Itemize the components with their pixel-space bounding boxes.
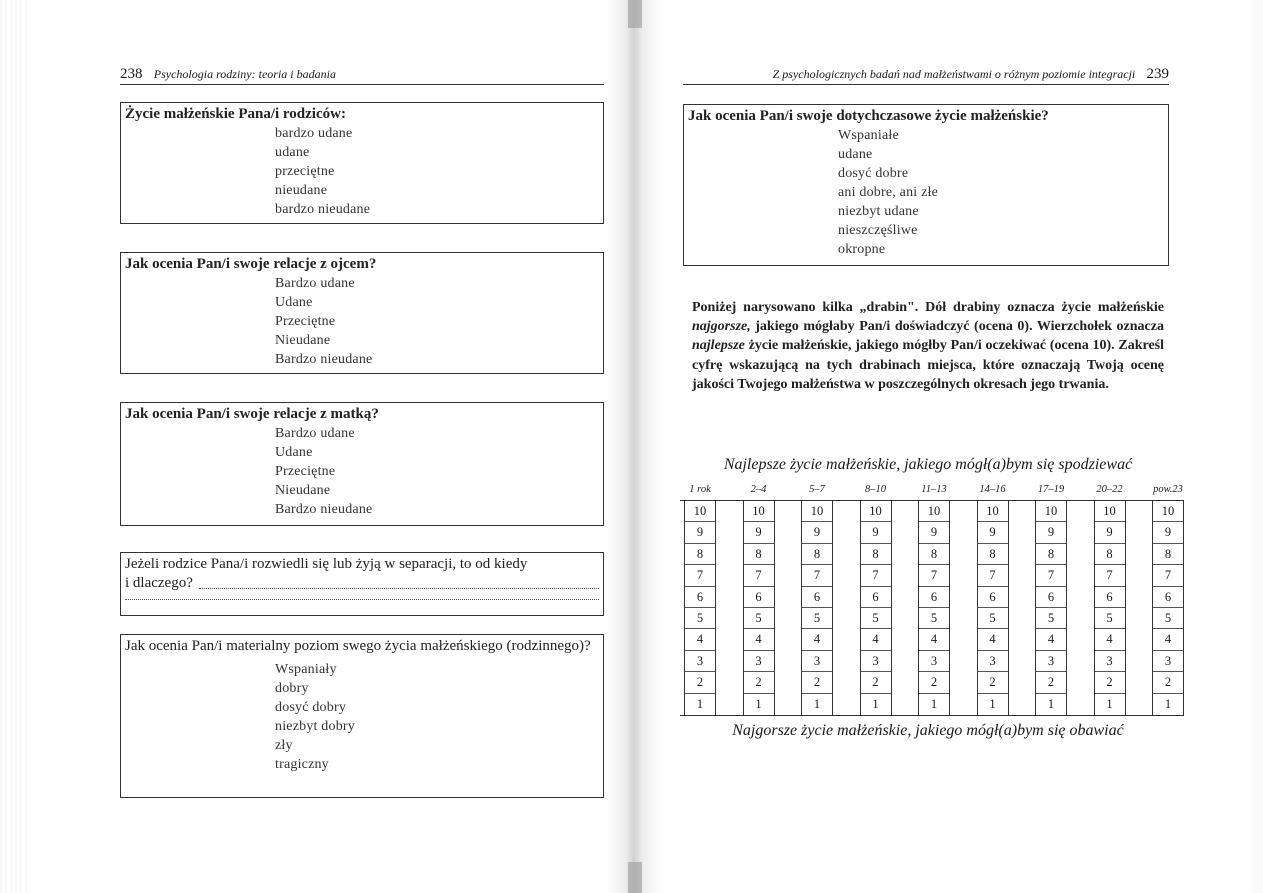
ladder-rung[interactable]: 9 bbox=[978, 522, 1008, 543]
ladder-rung[interactable]: 5 bbox=[1036, 608, 1066, 629]
ladder-rung[interactable]: 3 bbox=[861, 651, 891, 672]
ladder-rung[interactable]: 4 bbox=[744, 629, 774, 650]
answer-option: dosyć dobry bbox=[275, 700, 347, 715]
ladder-rung[interactable]: 9 bbox=[685, 522, 715, 543]
page-edge-right bbox=[1252, 0, 1263, 893]
ladder-period-label: 8–10 bbox=[865, 484, 886, 495]
ladder-rung[interactable]: 7 bbox=[861, 565, 891, 586]
ladder-rung[interactable]: 10 bbox=[802, 501, 832, 522]
answer-option: udane bbox=[275, 145, 310, 160]
ladder-scale bbox=[1035, 500, 1067, 716]
ladder-rung[interactable]: 8 bbox=[1095, 544, 1125, 565]
paragraph-text: Poniżej narysowano kilka „drabin". Dół drabiny oznacza życie małżeńskie bbox=[692, 300, 1164, 315]
ladder-rung[interactable]: 1 bbox=[696, 696, 704, 711]
answer-option: dosyć dobre bbox=[838, 166, 909, 181]
ladder-rung[interactable]: 10 bbox=[1095, 501, 1125, 522]
ladder-rung[interactable]: 5 bbox=[802, 608, 832, 629]
ladder-period-label: 5–7 bbox=[809, 484, 825, 495]
ladder-rung[interactable]: 7 bbox=[744, 565, 774, 586]
running-head-left bbox=[120, 64, 604, 85]
ladder-rung[interactable]: 4 bbox=[978, 629, 1008, 650]
page-number-left: 238 bbox=[120, 66, 143, 82]
ladder-rung[interactable]: 9 bbox=[861, 522, 891, 543]
ladder-rung[interactable]: 6 bbox=[744, 587, 774, 608]
ladder-rung[interactable]: 2 bbox=[919, 672, 949, 693]
running-title-left: Psychologia rodziny: teoria i badania bbox=[153, 67, 336, 81]
ladder-rung[interactable]: 3 bbox=[919, 651, 949, 672]
ladder-rung[interactable]: 9 bbox=[1095, 522, 1125, 543]
ladder-rung[interactable]: 2 bbox=[685, 672, 715, 693]
ladder-rung[interactable]: 3 bbox=[744, 651, 774, 672]
ladder-rung[interactable]: 1 bbox=[872, 696, 879, 711]
ladder-rung[interactable]: 10 bbox=[1036, 501, 1066, 522]
ladder-rung[interactable]: 1 bbox=[1164, 696, 1172, 711]
gutter-shadow-bottom bbox=[628, 862, 642, 893]
ladder-rung[interactable]: 5 bbox=[978, 608, 1008, 629]
answer-options bbox=[275, 424, 603, 519]
answer-option: Przeciętne bbox=[275, 464, 336, 479]
question-box-father-relation bbox=[120, 252, 604, 374]
answer-option: Przeciętne bbox=[275, 314, 336, 329]
answer-options bbox=[275, 274, 603, 369]
answer-option: Udane bbox=[275, 445, 313, 460]
question-text-line1: Jeżeli rodzice Pana/i rozwiedli się lub żyją w separacji, to od kiedy bbox=[125, 556, 528, 572]
paragraph-text: życie małżeńskie, jakiego mógłby Pan/i oczekiwać (ocena 10). Zakreśl cyfrę wskazującą na tych drabinach miejsca, które oznaczają Twoją ocenę jakości Twojego małżeństwa w poszczególnych okresach jego trwania. bbox=[692, 338, 1164, 392]
ladder-rung[interactable]: 2 bbox=[1095, 672, 1125, 693]
ladder-rung[interactable]: 5 bbox=[919, 608, 949, 629]
question-text: Życie małżeńskie Pana/i rodziców: bbox=[125, 106, 346, 122]
ladder-rung[interactable]: 1 bbox=[813, 696, 821, 711]
ladder-rung[interactable]: 1 bbox=[989, 696, 996, 711]
ladder-rung[interactable]: 8 bbox=[685, 544, 715, 565]
ladder-rung[interactable]: 10 bbox=[861, 501, 891, 522]
answer-option: Udane bbox=[275, 295, 313, 310]
answer-options bbox=[275, 660, 603, 774]
gutter-shadow-top bbox=[628, 0, 642, 28]
question-box-own-marriage bbox=[683, 104, 1169, 266]
question-text: Jak ocenia Pan/i materialny poziom swego życia małżeńskiego (rodzinnego)? bbox=[125, 638, 591, 654]
ladder-rung[interactable]: 3 bbox=[802, 651, 832, 672]
answer-option: Nieudane bbox=[275, 483, 331, 498]
ladder-rung[interactable]: 6 bbox=[685, 587, 715, 608]
ladder-rung[interactable]: 2 bbox=[861, 672, 891, 693]
answer-options bbox=[838, 126, 1168, 259]
ladder-rung[interactable]: 3 bbox=[685, 651, 715, 672]
ladder-rung[interactable]: 5 bbox=[744, 608, 774, 629]
ladder-scale bbox=[801, 500, 833, 716]
page-number-right: 239 bbox=[1146, 66, 1169, 82]
answer-option: nieudane bbox=[275, 183, 328, 198]
ladder-rung[interactable]: 6 bbox=[1095, 587, 1125, 608]
ladder-scale bbox=[860, 500, 892, 716]
ladder-rung[interactable]: 3 bbox=[1095, 651, 1125, 672]
ladder-rung[interactable]: 3 bbox=[1153, 651, 1183, 672]
answer-option: udane bbox=[838, 147, 873, 162]
ladders-top-title: Najlepsze życie małżeńskie, jakiego mógł(a)bym się spodziewać bbox=[723, 456, 1133, 473]
ladder-rung[interactable]: 7 bbox=[978, 565, 1008, 586]
ladder-rung[interactable]: 10 bbox=[744, 501, 774, 522]
ladder-period-label: 14–16 bbox=[979, 484, 1006, 495]
ladder-rung[interactable]: 8 bbox=[1153, 544, 1183, 565]
answer-option: Bardzo udane bbox=[275, 426, 355, 441]
answer-option: ani dobre, ani złe bbox=[838, 185, 939, 200]
answer-option: okropne bbox=[838, 242, 886, 257]
paragraph-emphasis: najgorsze, bbox=[692, 319, 751, 335]
ladder-rung[interactable]: 8 bbox=[1036, 544, 1066, 565]
answer-option: tragiczny bbox=[275, 757, 329, 772]
instruction-paragraph bbox=[692, 298, 1164, 394]
answer-blank-line[interactable] bbox=[125, 599, 599, 600]
ladder-rung[interactable]: 2 bbox=[744, 672, 774, 693]
answer-option: bardzo udane bbox=[275, 126, 353, 141]
ladder-rung[interactable]: 5 bbox=[685, 608, 715, 629]
answer-option: zły bbox=[275, 738, 293, 753]
ladder-rung[interactable]: 2 bbox=[1036, 672, 1066, 693]
ladder-rung[interactable]: 8 bbox=[919, 544, 949, 565]
ladder-period-label: 1 rok bbox=[689, 484, 711, 495]
ladder-rung[interactable]: 7 bbox=[1095, 565, 1125, 586]
ladder-rung[interactable]: 1 bbox=[755, 696, 762, 711]
answer-option: niezbyt dobry bbox=[275, 719, 355, 734]
ladder-period-label: pow.23 bbox=[1153, 484, 1183, 495]
ladder-rung[interactable]: 5 bbox=[1153, 608, 1183, 629]
answer-option: nieszczęśliwe bbox=[838, 223, 918, 238]
ladder-rung[interactable]: 2 bbox=[978, 672, 1008, 693]
ladder-rung[interactable]: 6 bbox=[978, 587, 1008, 608]
ladder-rung[interactable]: 7 bbox=[1153, 565, 1183, 586]
ladder-rung[interactable]: 6 bbox=[919, 587, 949, 608]
ladder-rung[interactable]: 6 bbox=[861, 587, 891, 608]
ladder-scale bbox=[743, 500, 775, 716]
ladder-rung[interactable]: 5 bbox=[861, 608, 891, 629]
ladder-rung[interactable]: 10 bbox=[685, 501, 715, 522]
paragraph-emphasis: najlepsze bbox=[692, 338, 745, 354]
ladder-rung[interactable]: 4 bbox=[919, 629, 949, 650]
ladder-rung[interactable]: 9 bbox=[802, 522, 832, 543]
ladder-rung[interactable]: 9 bbox=[744, 522, 774, 543]
ladder-scale bbox=[1152, 500, 1184, 716]
ladder-rung[interactable]: 2 bbox=[1153, 672, 1183, 693]
answer-option: dobry bbox=[275, 681, 309, 696]
ladder-rung[interactable]: 4 bbox=[685, 629, 715, 650]
ladder-scale bbox=[1094, 500, 1126, 716]
answer-option: niezbyt udane bbox=[838, 204, 919, 219]
ladder-rung[interactable]: 7 bbox=[685, 565, 715, 586]
ladder-rung[interactable]: 4 bbox=[1036, 629, 1066, 650]
ladder-rung[interactable]: 6 bbox=[802, 587, 832, 608]
ladder-rung[interactable]: 1 bbox=[1047, 696, 1055, 711]
running-head-right bbox=[683, 64, 1169, 85]
ladder-rung[interactable]: 1 bbox=[1106, 696, 1113, 711]
question-text: Jak ocenia Pan/i swoje relacje z matką? bbox=[125, 406, 379, 422]
ladder-rung[interactable]: 4 bbox=[861, 629, 891, 650]
answer-option: bardzo nieudane bbox=[275, 202, 371, 217]
paragraph-text: jakiego mógłaby Pan/i doświadczyć (ocena 0). Wierzchołek oznacza bbox=[750, 319, 1164, 335]
ladder-rung[interactable]: 10 bbox=[978, 501, 1008, 522]
ladder-rung[interactable]: 2 bbox=[802, 672, 832, 693]
ladder-rung[interactable]: 8 bbox=[802, 544, 832, 565]
ladder-rung[interactable]: 5 bbox=[1095, 608, 1125, 629]
ladder-period-label: 17–19 bbox=[1037, 484, 1065, 495]
ladder-period-label: 20–22 bbox=[1096, 484, 1123, 495]
ladder-rung[interactable]: 10 bbox=[919, 501, 949, 522]
ladder-rung[interactable]: 7 bbox=[802, 565, 832, 586]
answer-options bbox=[275, 124, 603, 219]
answer-option: Bardzo nieudane bbox=[275, 502, 373, 517]
question-box-parents-divorce bbox=[120, 552, 604, 616]
ladder-rung[interactable]: 4 bbox=[1153, 629, 1183, 650]
question-box-material-level bbox=[120, 634, 604, 798]
answer-option: Nieudane bbox=[275, 333, 331, 348]
question-text-line2-row bbox=[121, 574, 603, 593]
answer-option: Wspaniały bbox=[275, 662, 337, 677]
answer-option: Wspaniałe bbox=[838, 128, 899, 143]
answer-blank-line[interactable] bbox=[199, 588, 599, 589]
ladder-scale bbox=[918, 500, 950, 716]
answer-option: przeciętne bbox=[275, 164, 335, 179]
question-text: Jak ocenia Pan/i swoje relacje z ojcem? bbox=[125, 256, 377, 272]
ladder-rung[interactable]: 7 bbox=[919, 565, 949, 586]
ladder-period-label: 2–4 bbox=[750, 484, 767, 495]
answer-option: Bardzo nieudane bbox=[275, 352, 373, 367]
ladder-rung[interactable]: 8 bbox=[744, 544, 774, 565]
ladder-rung[interactable]: 3 bbox=[978, 651, 1008, 672]
ladder-scale bbox=[684, 500, 716, 716]
answer-option: Bardzo udane bbox=[275, 276, 355, 291]
ladder-rung[interactable]: 4 bbox=[802, 629, 832, 650]
ladder-rung[interactable]: 6 bbox=[1036, 587, 1066, 608]
question-text-line2: i dlaczego? bbox=[125, 575, 193, 591]
ladder-scale bbox=[977, 500, 1009, 716]
ladder-period-label: 11–13 bbox=[921, 484, 947, 495]
ladders-bottom-title: Najgorsze życie małżeńskie, jakiego mógł(a)bym się obawiać bbox=[732, 722, 1124, 739]
book-gutter bbox=[606, 0, 662, 893]
ladder-rung[interactable]: 4 bbox=[1095, 629, 1125, 650]
question-text: Jak ocenia Pan/i swoje dotychczasowe życie małżeńskie? bbox=[688, 108, 1049, 124]
ladder-rung[interactable]: 9 bbox=[1153, 522, 1183, 543]
ladder-rung[interactable]: 10 bbox=[1153, 501, 1183, 522]
ladder-rung[interactable]: 6 bbox=[1153, 587, 1183, 608]
ladder-rung[interactable]: 3 bbox=[1036, 651, 1066, 672]
page-edge-left bbox=[0, 0, 28, 893]
ladder-rung[interactable]: 8 bbox=[861, 544, 891, 565]
question-box-mother-relation bbox=[120, 402, 604, 526]
question-box-parents-marriage bbox=[120, 102, 604, 224]
ladder-rung[interactable]: 8 bbox=[978, 544, 1008, 565]
ladder-rung[interactable]: 9 bbox=[919, 522, 949, 543]
ladder-rung[interactable]: 9 bbox=[1036, 522, 1066, 543]
running-title-right: Z psychologicznych badań nad małżeństwami o różnym poziomie integracji bbox=[772, 67, 1136, 81]
ladder-rung[interactable]: 7 bbox=[1036, 565, 1066, 586]
ladder-rung[interactable]: 1 bbox=[930, 696, 938, 711]
